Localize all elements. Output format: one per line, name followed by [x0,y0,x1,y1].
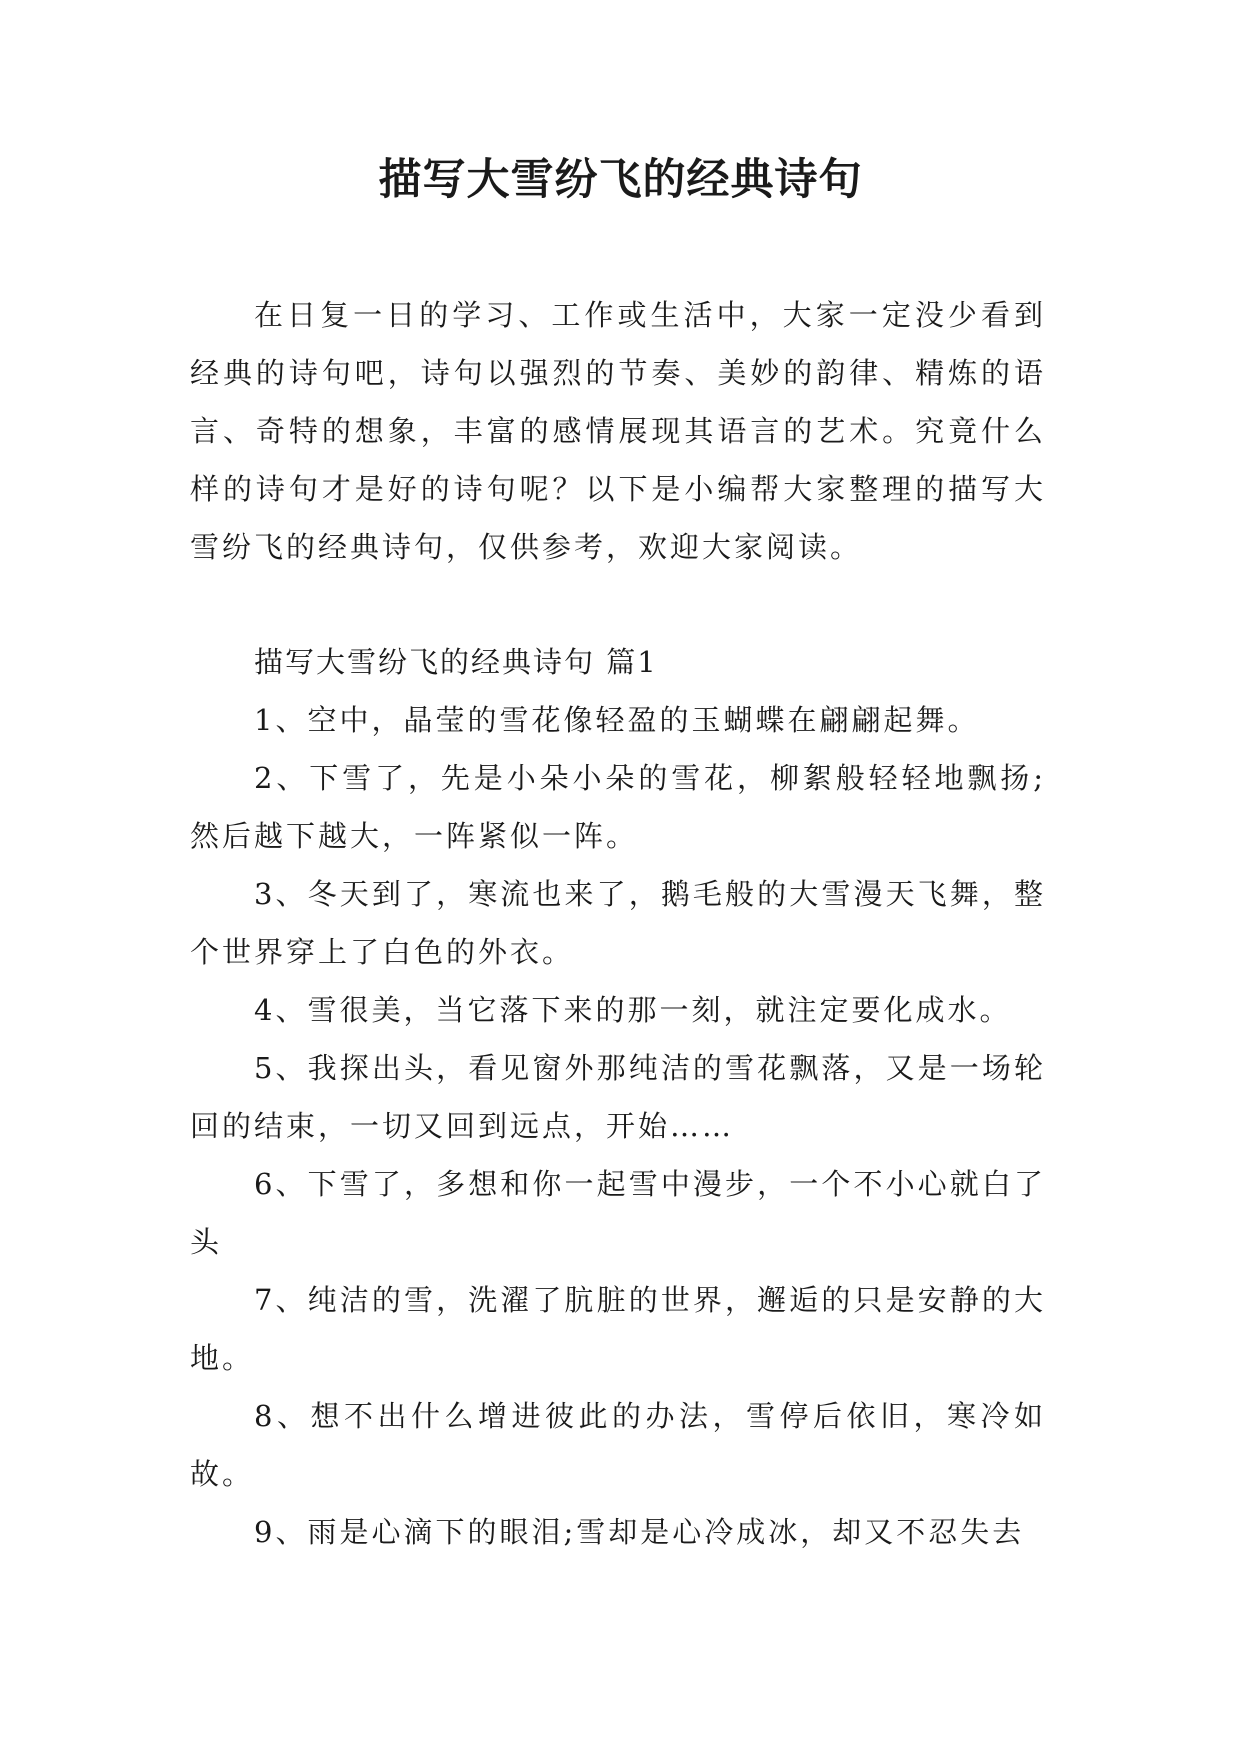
poem-item: 6、下雪了，多想和你一起雪中漫步，一个不小心就白了头 [190,1167,1046,1259]
poem-item: 1、空中，晶莹的雪花像轻盈的玉蝴蝶在翩翩起舞。 [254,703,980,737]
poem-list [190,691,1046,1561]
poem-item: 9、雨是心滴下的眼泪;雪却是心冷成冰，却又不忍失去 [254,1515,1025,1549]
poem-item: 8、想不出什么增进彼此的办法，雪停后依旧，寒冷如故。 [190,1399,1046,1491]
poem-item: 4、雪很美，当它落下来的那一刻，就注定要化成水。 [254,993,1012,1027]
poem-item: 5、我探出头，看见窗外那纯洁的雪花飘落，又是一场轮回的结束，一切又回到远点，开始…… [190,1051,1046,1143]
page-title: 描写大雪纷飞的经典诗句 [378,155,863,205]
poem-item: 3、冬天到了，寒流也来了，鹅毛般的大雪漫天飞舞，整个世界穿上了白色的外衣。 [190,877,1046,969]
poem-item: 2、下雪了，先是小朵小朵的雪花，柳絮般轻轻地飘扬;然后越下越大，一阵紧似一阵。 [190,761,1046,853]
section-heading: 描写大雪纷飞的经典诗句 篇1 [254,645,658,679]
poem-item: 7、纯洁的雪，洗濯了肮脏的世界，邂逅的只是安静的大地。 [190,1283,1046,1375]
intro-paragraph: 在日复一日的学习、工作或生活中，大家一定没少看到经典的诗句吧，诗句以强烈的节奏、美妙的韵律、精炼的语言、奇特的想象，丰富的感情展现其语言的艺术。究竟什么样的诗句才是好的诗句呢？以下是小编帮大家整理的描写大雪纷飞的经典诗句，仅供参考，欢迎大家阅读。 [190,298,1046,564]
